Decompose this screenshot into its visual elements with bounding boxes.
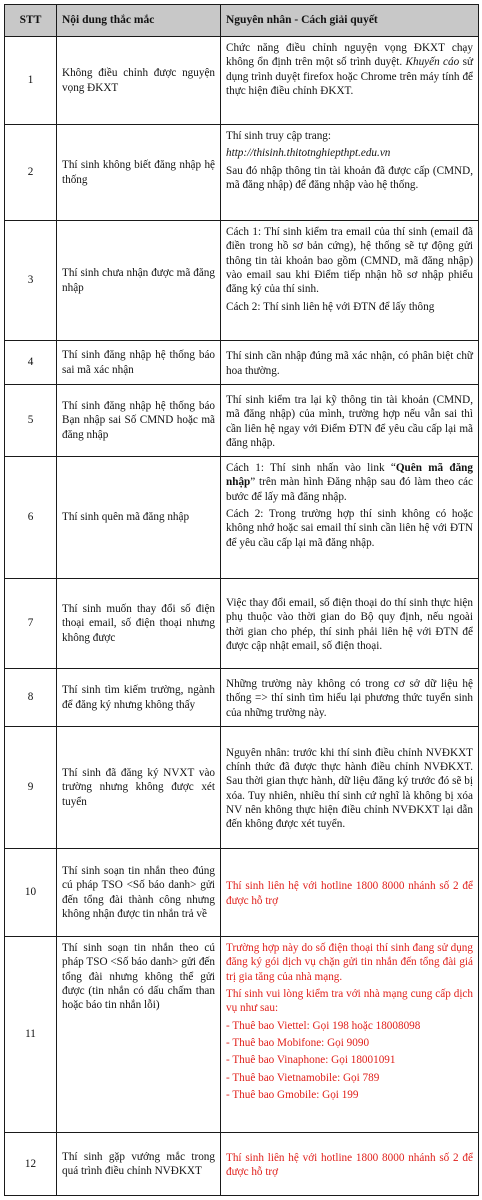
row-issue: Thí sinh đăng nhập hệ thống báo Bạn nhập sai Số CMND hoặc mã đăng nhập <box>57 385 221 457</box>
table-row <box>5 125 479 221</box>
row-stt: 11 <box>5 937 57 1133</box>
table-row <box>5 937 479 1133</box>
row-solution: Thí sinh liên hệ với hotline 1800 8000 nhánh số 2 để được hỗ trợ <box>221 849 479 937</box>
row-issue: Thí sinh soạn tin nhắn theo đúng cú pháp TSO <Số báo danh> gửi đến tổng đài thành công nhưng không nhận được tin nhắn trả về <box>57 849 221 937</box>
row-solution: Trường hợp này do số điện thoại thí sinh đang sử dụng đăng ký gói dịch vụ chặn gửi tin nhắn đến tổng đài giá trị gia tăng của nhà mạng. Thí sinh vui lòng kiểm tra với nhà mạng cung cấp dịch vụ như sau: - Thuê bao Viettel: Gọi 198 hoặc 18008098 - Thuê bao Mobifone: Gọi 9090 - Thuê bao Vinaphone: Gọi 18001091 - Thuê bao Vietnamobile: Gọi 789 - Thuê bao Gmobile: Gọi 199 <box>221 937 479 1133</box>
table-row <box>5 727 479 849</box>
row-issue: Không điều chỉnh được nguyện vọng ĐKXT <box>57 37 221 125</box>
row-stt: 6 <box>5 457 57 579</box>
row-stt: 2 <box>5 125 57 221</box>
row-issue: Thí sinh đã đăng ký NVXT vào trường nhưng không được xét tuyển <box>57 727 221 849</box>
header-stt: STT <box>5 5 57 37</box>
table-row <box>5 457 479 579</box>
row-issue: Thí sinh không biết đăng nhập hệ thống <box>57 125 221 221</box>
row-issue: Thí sinh quên mã đăng nhập <box>57 457 221 579</box>
table-row <box>5 849 479 937</box>
row-stt: 10 <box>5 849 57 937</box>
row-stt: 5 <box>5 385 57 457</box>
table-row <box>5 579 479 669</box>
row-issue: Thí sinh muốn thay đổi số điện thoại email, số điện thoại nhưng không được <box>57 579 221 669</box>
row-issue: Thí sinh tìm kiếm trường, ngành để đăng ký nhưng không thấy <box>57 669 221 727</box>
row-solution: Cách 1: Thí sinh nhấn vào link “Quên mã đăng nhập” trên màn hình Đăng nhập sau đó làm theo các bước để lấy mã đăng nhập. Cách 2: Trong trường hợp thí sinh không có hoặc không nhớ hoặc sai email thí sinh cần liên hệ với ĐTN để yêu cầu cấp lại mã đăng nhập. <box>221 457 479 579</box>
row-solution: Việc thay đổi email, số điện thoại do thí sinh thực hiện phụ thuộc vào thời gian do Bộ quy định, nếu ngoài thời gian cho phép, thí sinh phải liên hệ với ĐTN để được cập nhật email, số điện thoại. <box>221 579 479 669</box>
row-stt: 3 <box>5 221 57 341</box>
row-stt: 4 <box>5 341 57 385</box>
site-url[interactable]: http://thisinh.thitotnghiepthpt.edu.vn <box>226 147 391 160</box>
row-solution: Chức năng điều chỉnh nguyện vọng ĐKXT chạy không ổn định trên một số trình duyệt. Khuyến cáo sử dụng trình duyệt firefox hoặc Chrome trên máy tính để thực hiện điều chỉnh ĐKXT. <box>221 37 479 125</box>
table-row <box>5 385 479 457</box>
carrier-item: - Thuê bao Viettel: Gọi 198 hoặc 18008098 <box>226 1019 421 1032</box>
carrier-item: - Thuê bao Mobifone: Gọi 9090 <box>226 1036 370 1049</box>
row-issue: Thí sinh gặp vướng mắc trong quá trình điều chỉnh NVĐKXT <box>57 1133 221 1196</box>
row-stt: 12 <box>5 1133 57 1196</box>
carrier-item: - Thuê bao Vinaphone: Gọi 18001091 <box>226 1054 396 1067</box>
faq-table <box>4 4 479 1196</box>
row-solution: Thí sinh liên hệ với hotline 1800 8000 nhánh số 2 để được hỗ trợ <box>221 1133 479 1196</box>
row-solution: Những trường này không có trong cơ sở dữ liệu hệ thống => thí sinh tìm hiểu lại phương thức tuyển sinh của những trường này. <box>221 669 479 727</box>
carrier-item: - Thuê bao Vietnamobile: Gọi 789 <box>226 1071 380 1084</box>
header-solution: Nguyên nhân - Cách giải quyết <box>221 5 479 37</box>
row-issue: Thí sinh đăng nhập hệ thống báo sai mã xác nhận <box>57 341 221 385</box>
row-issue: Thí sinh chưa nhận được mã đăng nhập <box>57 221 221 341</box>
forgot-code-link[interactable]: Quên mã đăng nhập <box>226 462 473 489</box>
row-stt: 9 <box>5 727 57 849</box>
table-row <box>5 37 479 125</box>
carrier-item: - Thuê bao Gmobile: Gọi 199 <box>226 1088 359 1101</box>
table-header-row <box>5 5 479 37</box>
row-issue: Thí sinh soạn tin nhắn theo cú pháp TSO <Số báo danh> gửi đến tổng đài nhưng không thể gửi được (tin nhắn có dấu chấm than hoặc báo tin nhắn lỗi) <box>57 937 221 1133</box>
row-stt: 1 <box>5 37 57 125</box>
table-row <box>5 1133 479 1196</box>
table-row <box>5 669 479 727</box>
row-solution: Thí sinh truy cập trang: http://thisinh.thitotnghiepthpt.edu.vn Sau đó nhập thông tin tài khoản đã được cấp (CMND, mã đăng nhập) để đăng nhập vào hệ thống. <box>221 125 479 221</box>
row-solution: Thí sinh cần nhập đúng mã xác nhận, có phân biệt chữ hoa thường. <box>221 341 479 385</box>
row-stt: 7 <box>5 579 57 669</box>
header-issue: Nội dung thắc mắc <box>57 5 221 37</box>
row-solution: Nguyên nhân: trước khi thí sinh điều chỉnh NVĐKXT chính thức đã được thực hành điều chỉnh NVĐKXT. Sau thời gian thực hành, dữ liệu đăng ký trước đó sẽ bị xóa. Tuy nhiên, nhiều thí sinh cứ nghĩ là không bị xóa NV nên không thực hiện điều chỉnh NVĐKXT lại dẫn đến không được xét tuyển. <box>221 727 479 849</box>
table-row <box>5 341 479 385</box>
row-solution: Cách 1: Thí sinh kiểm tra email của thí sinh (email đã điền trong hồ sơ bản cứng), hệ thống sẽ tự động gửi thông tin tài khoản bao gồm (CMND, mã đăng nhập) vào email sau khi Điểm tiếp nhận hồ sơ nhập phiếu đăng ký của thí sinh. Cách 2: Thí sinh liên hệ với ĐTN để lấy thông <box>221 221 479 341</box>
row-stt: 8 <box>5 669 57 727</box>
row-solution: Thí sinh kiểm tra lại kỹ thông tin tài khoản (CMND, mã đăng nhập) của mình, trường hợp nếu vẫn sai thì cần liên hệ ngay với Điểm ĐTN để yêu cầu cấp lại mã đăng nhập. <box>221 385 479 457</box>
table-row <box>5 221 479 341</box>
